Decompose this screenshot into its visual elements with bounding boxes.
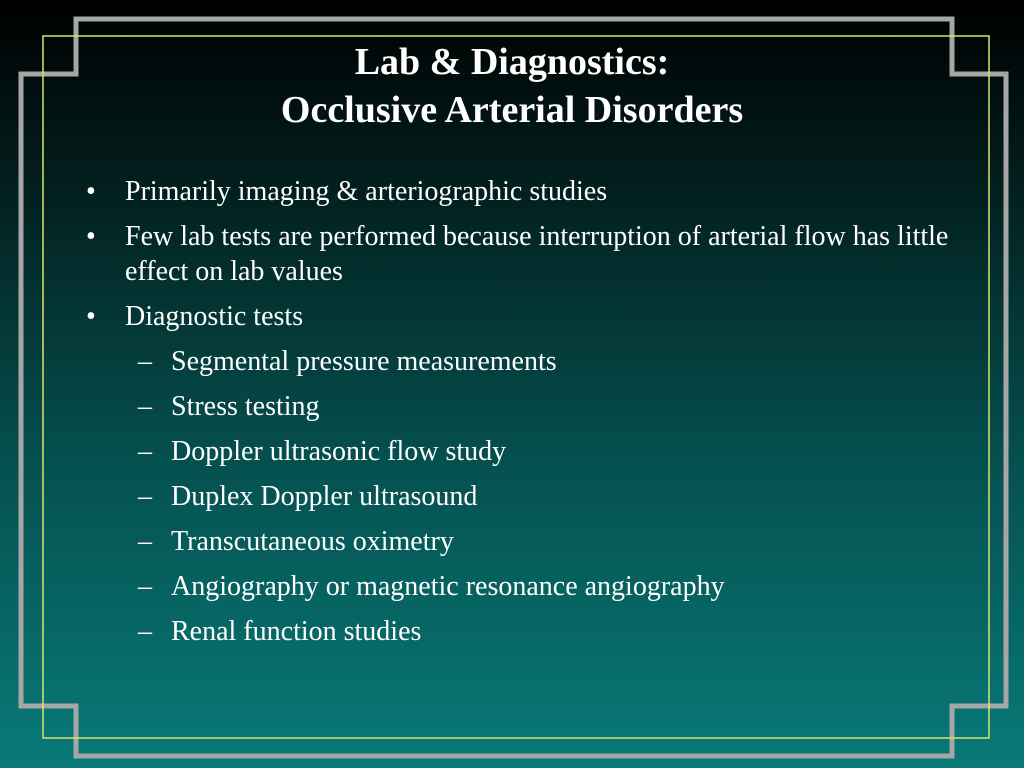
sub-bullet-marker: – (138, 616, 152, 647)
bullet-marker: • (86, 221, 96, 252)
bullet-item (84, 174, 954, 209)
sub-bullet-text: Segmental pressure measurements (171, 346, 557, 377)
bullet-text: Primarily imaging & arteriographic studies (125, 176, 608, 207)
sub-bullet-item (84, 614, 954, 649)
sub-bullet-marker: – (138, 346, 152, 377)
bullet-item (84, 299, 954, 334)
bullet-marker: • (86, 176, 96, 207)
sub-bullet-marker: – (138, 526, 152, 557)
sub-bullet-item (84, 524, 954, 559)
sub-bullet-text: Transcutaneous oximetry (171, 526, 454, 557)
sub-bullet-text: Doppler ultrasonic flow study (171, 436, 507, 467)
sub-bullet-text: Stress testing (171, 391, 320, 422)
sub-bullet-marker: – (138, 571, 152, 602)
sub-bullet-item (84, 344, 954, 379)
sub-bullet-marker: – (138, 481, 152, 512)
bullet-marker: • (86, 301, 96, 332)
sub-bullet-marker: – (138, 436, 152, 467)
sub-bullet-item (84, 389, 954, 424)
slide-body (84, 174, 954, 659)
bullet-text: Few lab tests are performed because interruption of arterial flow has little effect on lab values (125, 221, 949, 287)
sub-bullet-marker: – (138, 391, 152, 422)
bullet-text: Diagnostic tests (125, 301, 304, 332)
title-line-1: Lab & Diagnostics: (354, 41, 670, 83)
slide-title (0, 38, 1024, 134)
bullet-item (84, 219, 954, 289)
sub-bullet-item (84, 434, 954, 469)
sub-bullet-item (84, 569, 954, 604)
sub-bullet-text: Duplex Doppler ultrasound (171, 481, 478, 512)
sub-bullet-text: Angiography or magnetic resonance angiography (171, 571, 725, 602)
sub-bullet-item (84, 479, 954, 514)
sub-bullet-text: Renal function studies (171, 616, 422, 647)
title-line-2: Occlusive Arterial Disorders (280, 89, 744, 131)
